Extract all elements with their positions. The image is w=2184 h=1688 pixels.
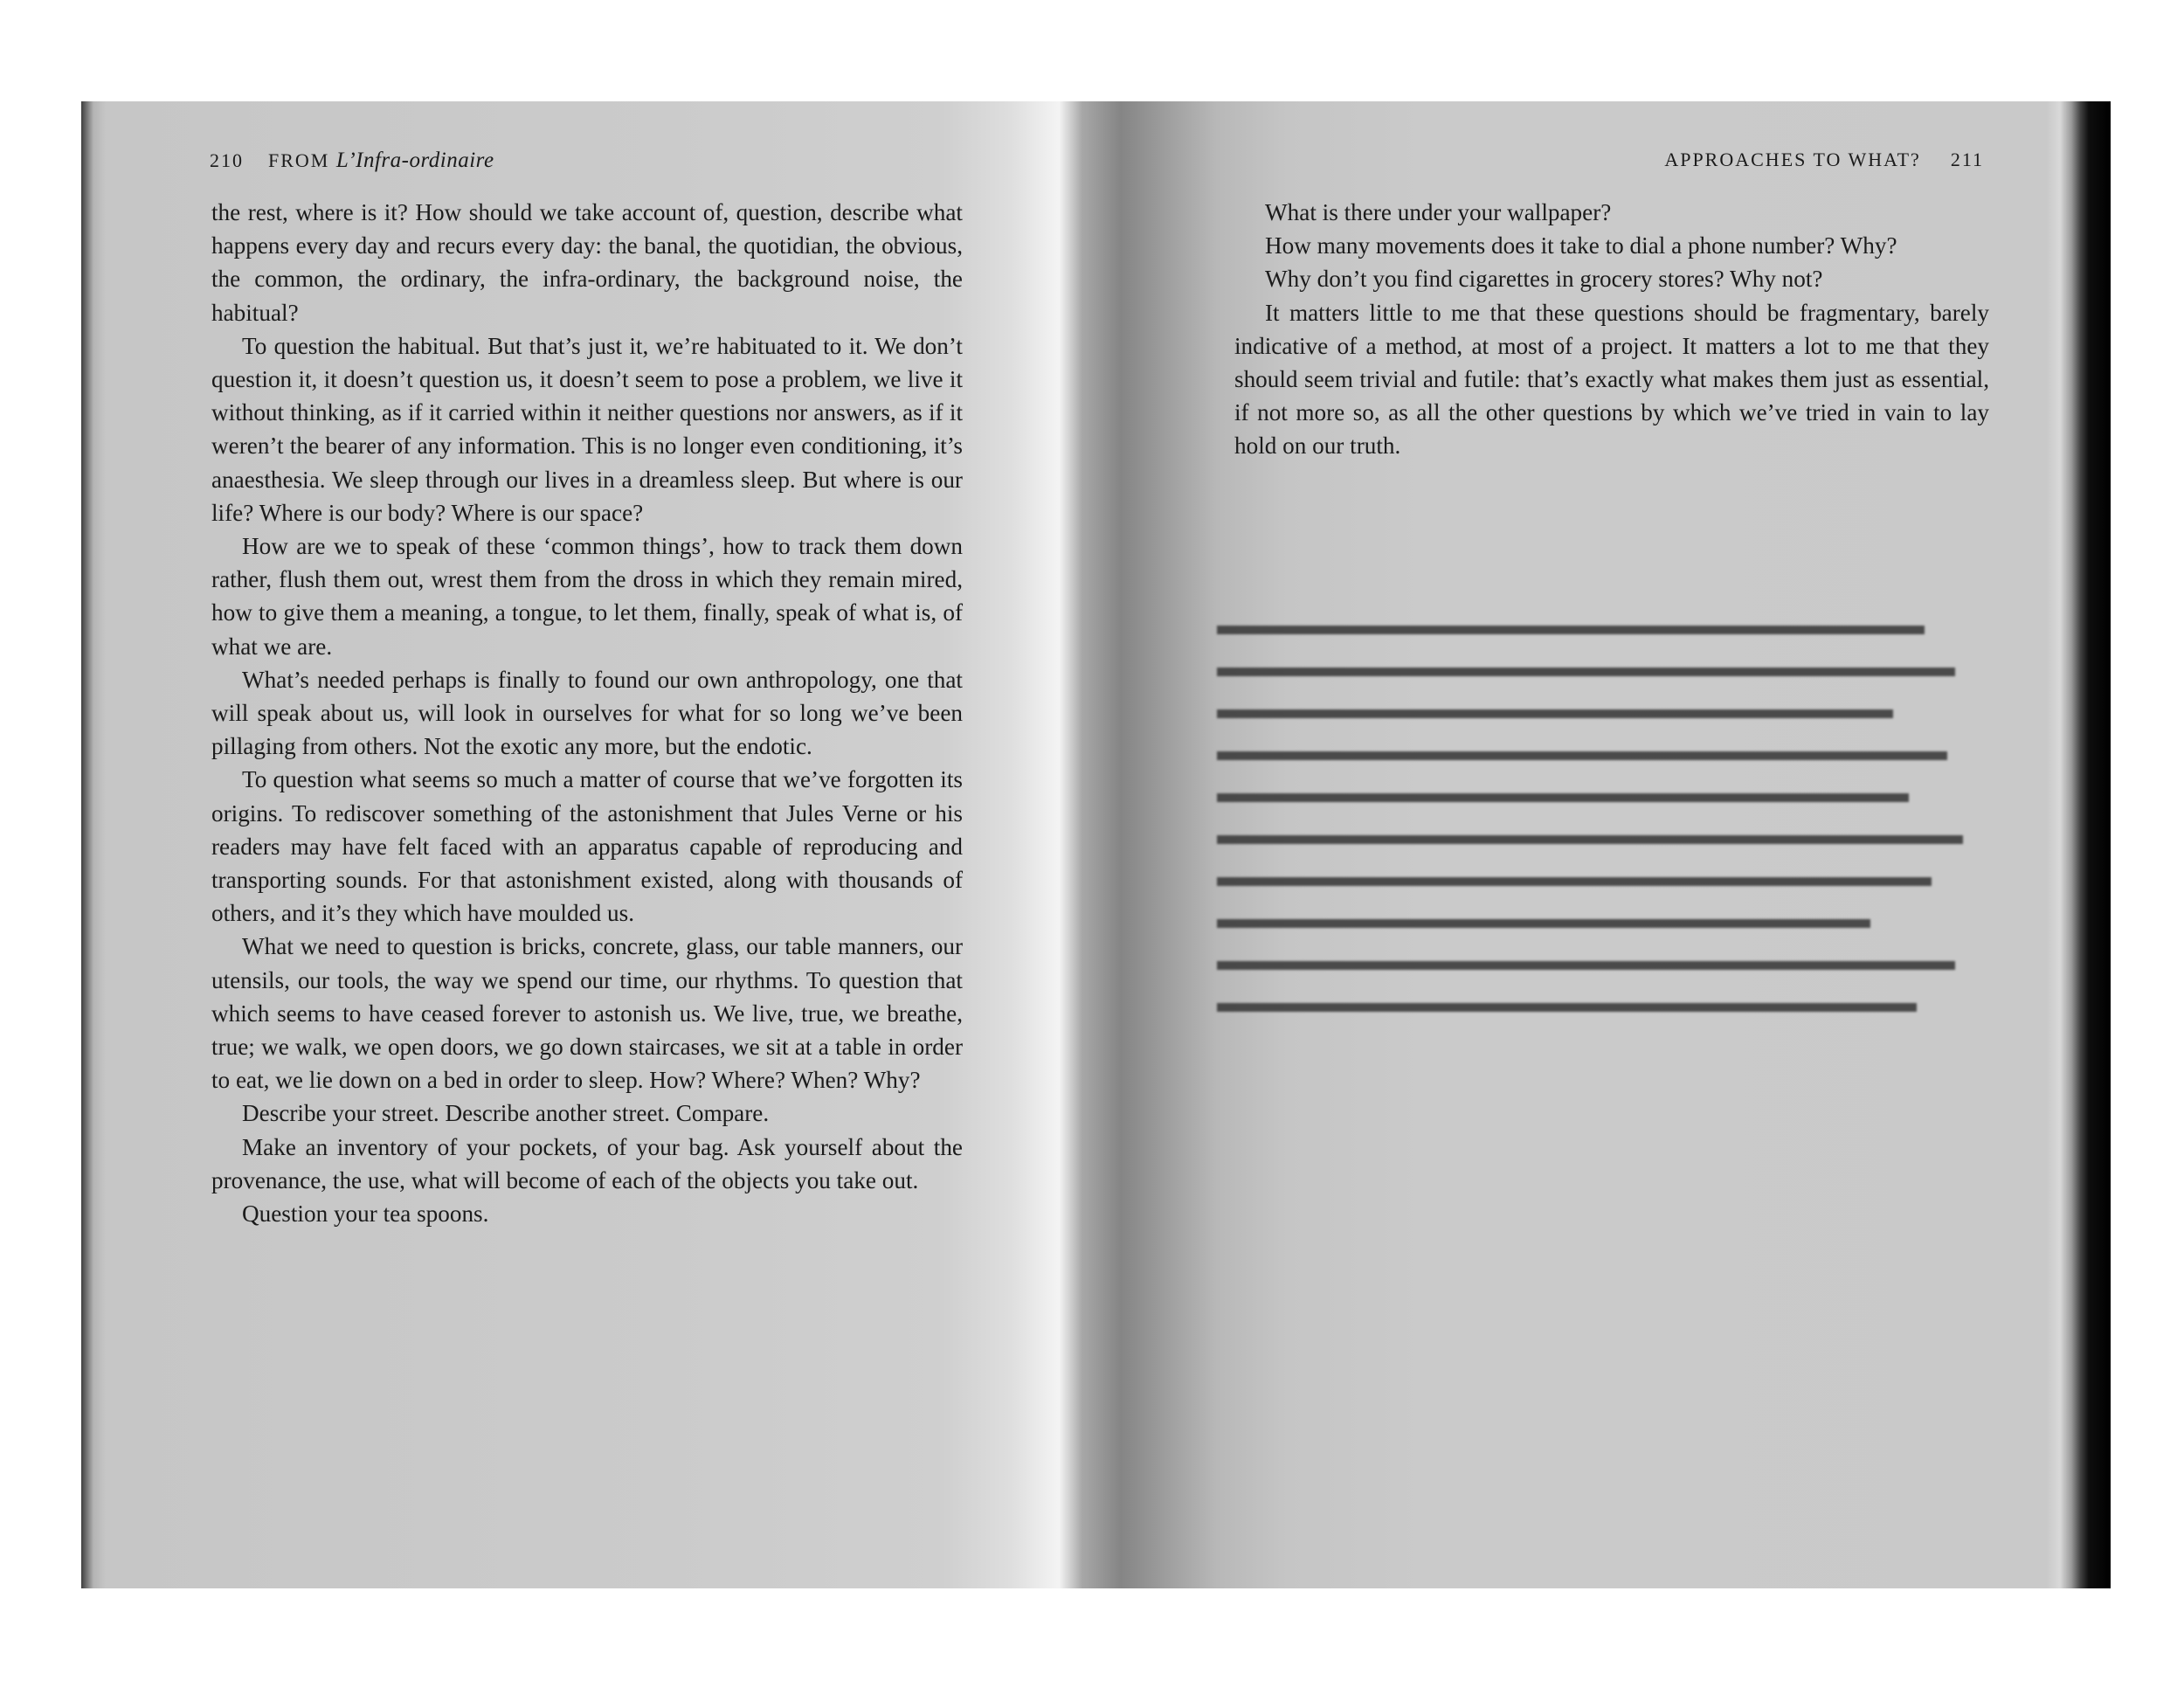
paragraph: To question what seems so much a matter of course that we’ve forgotten its origins. To rediscover something of the astonishment that Jules Verne or his readers may have felt faced with an apparatus capable of reproducing and transporting sounds. For that astonishment existed, along with thousands of others, and it’s they which have moulded us.: [211, 766, 963, 927]
open-book: [81, 101, 2111, 1588]
bleed-through-texture: [1217, 626, 1986, 1045]
left-header-title: L’Infra-ordinaire: [335, 149, 494, 172]
right-page-body: [1234, 196, 1989, 463]
right-page: [1060, 101, 2111, 1588]
paragraph: It matters little to me that these questions should be fragmentary, barely indicative of a method, at most of a project. It matters a lot to me that they should seem trivial and futile: that’s exactly what makes them just as essential, if not more so, as all the other questions by which we’ve tried in vain to lay hold on our truth.: [1234, 299, 1989, 460]
right-running-head: [1664, 149, 1984, 171]
left-page-number: 210: [210, 149, 244, 171]
paragraph: Why don’t you find cigarettes in grocery stores? Why not?: [1265, 266, 1823, 293]
paragraph: the rest, where is it? How should we take account of, question, describe what happens every day and recurs every day: the banal, the quotidian, the obvious, the common, the ordinary, the infra-ordinary, the background noise, the habitual?: [211, 199, 963, 326]
paragraph: What we need to question is bricks, concrete, glass, our table manners, our utensils, our tools, the way we spend our time, our rhythms. To question that which seems to have ceased forever to astonish us. We live, true, we breathe, true; we walk, we open doors, we go down staircases, we sit at a table in order to eat, we lie down on a bed in order to sleep. How? Where? When? Why?: [211, 933, 963, 1094]
left-header-prefix: FROM: [268, 149, 330, 171]
left-page-body: [211, 196, 963, 1230]
right-page-number: 211: [1950, 149, 1984, 170]
right-header-title: APPROACHES TO WHAT?: [1664, 149, 1921, 170]
paragraph: What’s needed perhaps is finally to found our own anthropology, one that will speak about us, will look in ourselves for what for so long we’ve been pillaging from others. Not the exotic any more, but the endotic.: [211, 666, 963, 760]
left-page: [81, 101, 1060, 1588]
paragraph: Question your tea spoons.: [242, 1200, 489, 1228]
paragraph: To question the habitual. But that’s just it, we’re habituated to it. We don’t question it, it doesn’t question us, it doesn’t seem to pose a problem, we live it without thinking, as if it carried within it neither questions nor answers, as if it weren’t the bearer of any information. This is no longer even conditioning, it’s anaesthesia. We sleep through our lives in a dreamless sleep. But where is our life? Where is our body? Where is our space?: [211, 332, 963, 526]
paragraph: Make an inventory of your pockets, of your bag. Ask yourself about the provenance, the use, what will become of each of the objects you take out.: [211, 1133, 963, 1193]
paragraph: Describe your street. Describe another street. Compare.: [242, 1100, 770, 1127]
paragraph: How many movements does it take to dial a phone number? Why?: [1265, 232, 1897, 259]
left-running-head: [210, 149, 494, 173]
paragraph: What is there under your wallpaper?: [1265, 199, 1612, 225]
paragraph: How are we to speak of these ‘common things’, how to track them down rather, flush them out, wrest them from the dross in which they remain mired, how to give them a meaning, a tongue, to let them, finally, speak of what is, of what we are.: [211, 533, 963, 660]
